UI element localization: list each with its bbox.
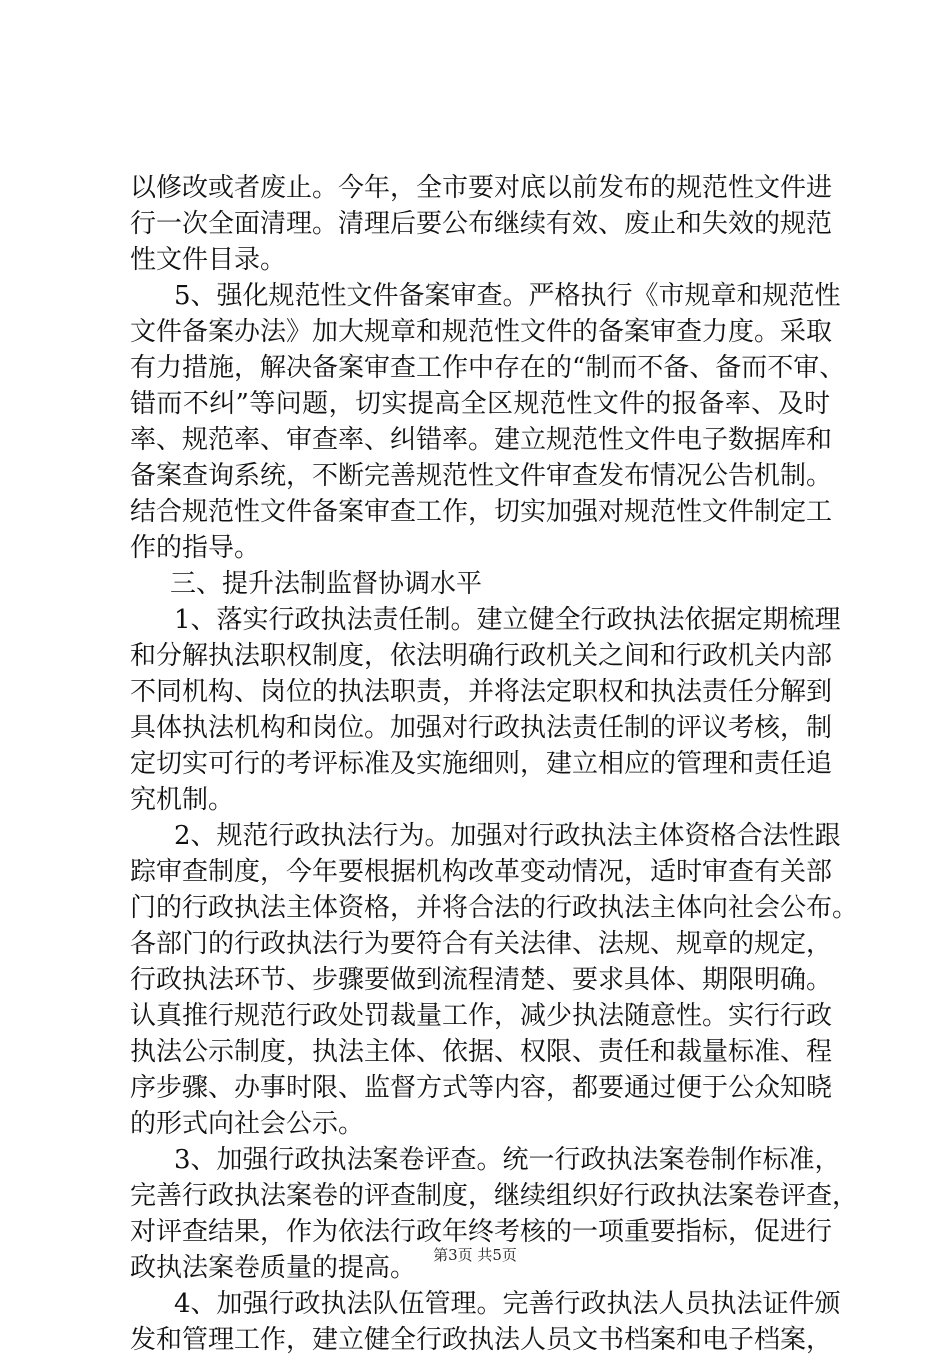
document-body	[130, 170, 859, 1358]
text-line: 的形式向社会公示。	[130, 1109, 365, 1139]
text-line: 有力措施，解决备案审查工作中存在的“制而不备、备而不审、	[130, 353, 846, 383]
text-line: 备案查询系统，不断完善规范性文件审查发布情况公告机制。	[130, 461, 833, 491]
text-line: 5、强化规范性文件备案审查。严格执行《市规章和规范性	[174, 281, 841, 311]
text-line: 作的指导。	[130, 533, 261, 563]
text-line: 完善行政执法案卷的评查制度，继续组织好行政执法案卷评查，	[130, 1181, 859, 1211]
text-line: 结合规范性文件备案审查工作，切实加强对规范性文件制定工	[130, 497, 833, 527]
text-line: 性文件目录。	[130, 245, 287, 275]
text-line: 门的行政执法主体资格，并将合法的行政执法主体向社会公布。	[130, 893, 859, 923]
text-line: 文件备案办法》加大规章和规范性文件的备案审查力度。采取	[130, 317, 833, 347]
page-number-footer: 第3页 共5页	[433, 1246, 517, 1264]
text-line: 率、规范率、审查率、纠错率。建立规范性文件电子数据库和	[130, 425, 833, 455]
text-line: 对评查结果，作为依法行政年终考核的一项重要指标，促进行	[130, 1217, 833, 1247]
text-line: 究机制。	[130, 785, 235, 815]
text-line: 行一次全面清理。清理后要公布继续有效、废止和失效的规范	[130, 209, 833, 239]
text-line: 序步骤、办事时限、监督方式等内容，都要通过便于公众知晓	[130, 1073, 833, 1103]
section-heading: 三、提升法制监督协调水平	[170, 569, 483, 599]
text-line: 和分解执法职权制度，依法明确行政机关之间和行政机关内部	[130, 641, 833, 671]
text-line: 2、规范行政执法行为。加强对行政执法主体资格合法性跟	[174, 821, 841, 851]
text-line: 认真推行规范行政处罚裁量工作，减少执法随意性。实行行政	[130, 1001, 833, 1031]
text-line: 3、加强行政执法案卷评查。统一行政执法案卷制作标准，	[174, 1145, 841, 1175]
text-line: 具体执法机构和岗位。加强对行政执法责任制的评议考核，制	[130, 713, 833, 743]
text-line: 政执法案卷质量的提高。	[130, 1253, 417, 1283]
text-line: 踪审查制度，今年要根据机构改革变动情况，适时审查有关部	[130, 857, 833, 887]
text-line: 不同机构、岗位的执法职责，并将法定职权和执法责任分解到	[130, 677, 833, 707]
text-line: 以修改或者废止。今年，全市要对底以前发布的规范性文件进	[130, 173, 833, 203]
text-line: 发和管理工作，建立健全行政执法人员文书档案和电子档案，	[130, 1325, 833, 1355]
text-line: 行政执法环节、步骤要做到流程清楚、要求具体、期限明确。	[130, 965, 833, 995]
text-line: 定切实可行的考评标准及实施细则，建立相应的管理和责任追	[130, 749, 833, 779]
text-line: 执法公示制度，执法主体、依据、权限、责任和裁量标准、程	[130, 1037, 833, 1067]
text-line: 错而不纠”等问题，切实提高全区规范性文件的报备率、及时	[130, 389, 830, 419]
text-line: 4、加强行政执法队伍管理。完善行政执法人员执法证件颁	[174, 1289, 841, 1319]
text-line: 1、落实行政执法责任制。建立健全行政执法依据定期梳理	[174, 605, 841, 635]
text-line: 各部门的行政执法行为要符合有关法律、法规、规章的规定，	[130, 929, 833, 959]
